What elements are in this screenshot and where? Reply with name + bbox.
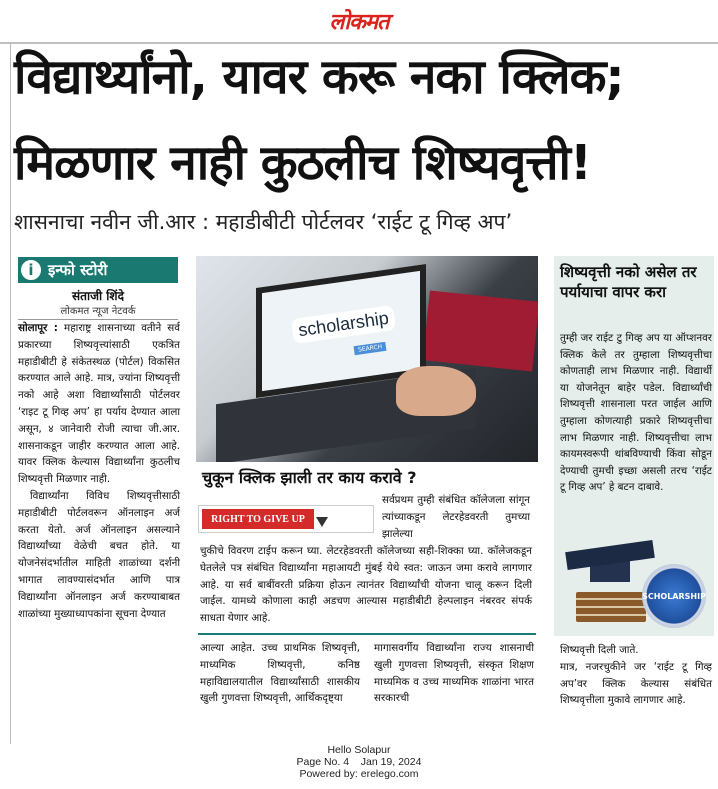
column1-paragraph-1: महाराष्ट्र शासनाच्या वतीने सर्व प्रकारच्या शिष्यवृत्त्यांसाठी एकत्रित महाडीबीटी हे संकेतस्थळ (पोर्टल) विकसित करण्यात आले आहे. मात्र, ज्यांना शिष्यवृत्ती नको आहे अशा विद्यार्थ्यांसाठी पोर्टलवर ‘राइट टू गिव्ह अप’ हा पर्याय देण्यात आला असून, ४ जानेवारी रोजी त्याचा जी.आर. शासनाकडून जाहीर करण्यात आला आहे. यावर क्लिक केल्यास विद्यार्थ्यांना कुठलीच शिष्यवृत्ती मिळणार नाही. <box>18 322 180 486</box>
scholarship-laptop-photo <box>196 256 538 462</box>
article-column-1 <box>18 320 180 622</box>
headline-line-2: मिळणार नाही कुठलीच शिष्यवृत्ती! <box>14 135 591 191</box>
section-title-accidental-click: चुकून क्लिक झाली तर काय करावे ? <box>202 468 417 487</box>
footer-edition: Hello Solapur <box>327 744 391 756</box>
section-divider <box>198 633 536 635</box>
middle-paragraph-1: सर्वप्रथम तुम्ही संबंधित कॉलेजला सांगून त्यांच्याकडून लेटरहेडवरती तुमच्या झालेल्या <box>382 494 530 540</box>
sidebar-continuation-1: शिष्यवृत्ती दिली जाते. <box>560 644 639 656</box>
footer-page-date: Page No. 4 Jan 19, 2024 <box>296 756 422 768</box>
subheadline: शासनाचा नवीन जी.आर : महाडीबीटी पोर्टलवर ‘राईट टू गिव्ह अप’ <box>14 210 513 234</box>
graduation-cap-image <box>560 528 710 632</box>
left-margin-rule <box>10 44 11 744</box>
dateline: सोलापूर : <box>18 322 58 334</box>
scholarship-seal: SCHOLARSHIP <box>642 564 706 628</box>
info-story-label: इन्फो स्टोरी <box>48 261 108 279</box>
red-card-shape <box>423 290 538 371</box>
headline-line-1: विद्यार्थ्यांनो, यावर करू नका क्लिक; <box>14 49 624 105</box>
column1-paragraph-2: विद्यार्थ्यांना विविध शिष्यवृत्तीसाठी महाडीबीटी पोर्टलवरून ऑनलाइन अर्ज करता येतो. अर्ज ऑनलाइन असल्याने विद्यार्थ्यांच्या वेळेची बचत होते. या योजनेसंदर्भातील माहिती शाळांच्या दर्शनी भागात लावण्यासंदर्भात आणि पात्र विद्यार्थ्यांना ऑनलाइन अर्ज करण्याबाबत शाळांच्या मुख्याध्यापकांना सूचना देण्यात <box>18 489 180 620</box>
info-icon: i <box>18 257 44 283</box>
lokmat-logo: लोकमत <box>329 10 389 35</box>
right-to-give-up-button: RIGHT TO GIVE UP <box>202 509 314 529</box>
books-stack <box>576 592 646 622</box>
right-to-give-up-graphic <box>198 497 378 543</box>
sidebar-continuation-2: मात्र, नजरचुकीने जर ‘राईट टू गिव्ह अप’वर क्लिक केल्यास संबंधित शिष्यवृत्तीला मुकावे लागणार आहे. <box>560 661 712 707</box>
middle-paragraph-2: चुकीचे विवरण टाईप करून घ्या. लेटरहेडवरती कॉलेजच्या सही-शिक्का घ्या. कॉलेजकडून घेतलेले पत्र संबंधित विद्यार्थ्यांना महाआयटी मुंबई येथे स्वत: जाऊन जमा करावे लागणार आहे. या सर्व बाबींवरती प्रक्रिया होऊन त्यानंतर विद्यार्थ्यांची योजना चालू करून दिली जाईल. यामध्ये कोणाला काही अडचण आल्यास महाडीबीटी हेल्पलाइन नंबरवर संपर्क साधता येणार आहे. <box>200 545 532 625</box>
page-footer <box>0 744 718 780</box>
footer-powered-by[interactable]: Powered by: erelego.com <box>299 768 419 780</box>
info-story-tag <box>18 257 178 283</box>
cursor-icon <box>316 517 328 527</box>
sidebar-text: तुम्ही जर राईट टु गिव्ह अप या ऑप्शनवर क्लिक केले तर तुम्हाला शिष्यवृत्तीचा कोणताही लाभ मिळणार नाही. विद्यार्थी या योजनेतून बाहेर पडेल. विद्यार्थ्यांची शिष्यवृत्ती शासनाला परत जाईल आणि तुम्हाला कोणत्याही प्रकारे शिष्यवृत्तीचा लाभ मिळणार नाही. शिष्यवृत्तीचा लाभ कायमस्वरूपी थांबविण्याची किंवा सोडून देण्याची तुमची इच्छा असली तरच ‘राईट टू गिव्ह अप’ हे बटन दाबावे. <box>560 332 712 494</box>
screen-search-button: SEARCH <box>354 342 387 355</box>
masthead-divider <box>0 42 718 44</box>
bottom-column-1: आल्या आहेत. उच्च प्राथमिक शिष्यवृत्ती, माध्यमिक शिष्यवृत्ती, कनिष्ठ महाविद्यालयातील विद्यार्थ्यांसाठी शासकीय खुली गुणवत्ता शिष्यवृत्ती, आर्थिकदृष्ट्या <box>200 642 360 705</box>
author-name: संताजी शिंदे <box>72 289 124 303</box>
screen-search-text: scholarship <box>291 305 397 344</box>
bottom-column-2: मागासवर्गीय विद्यार्थ्यांना राज्य शासनाची खुली गुणवत्ता शिष्यवृत्ती, संस्कृत शिक्षण माध्यमिक व उच्च माध्यमिक शाळांना भारत सरकारची <box>374 642 534 705</box>
sidebar-title: शिष्यवृत्ती नको असेल तर पर्यायाचा वापर करा <box>560 263 697 301</box>
hand-shape <box>396 366 476 416</box>
news-network: लोकमत न्यूज नेटवर्क <box>18 303 178 320</box>
